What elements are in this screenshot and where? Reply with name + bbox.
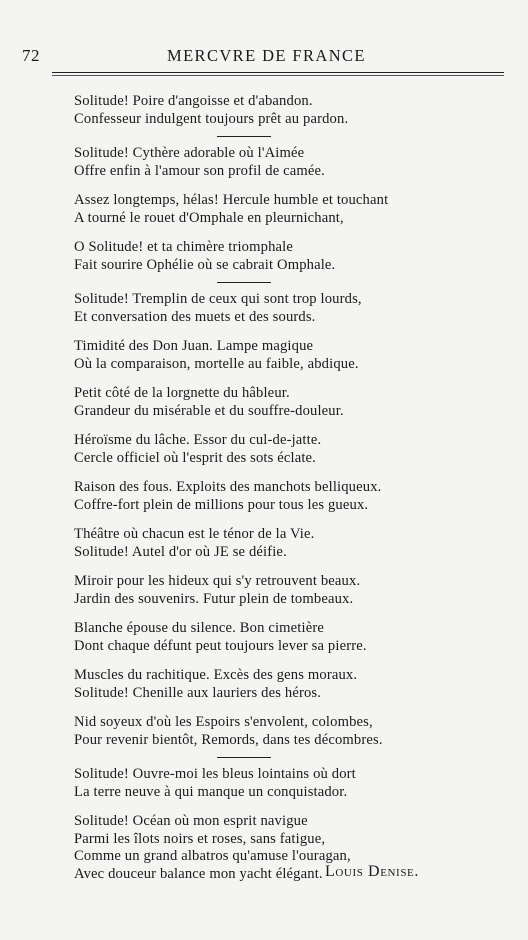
stanza: [74, 766, 484, 801]
stanza: [74, 479, 484, 514]
section-separator: [217, 757, 271, 766]
verse-line: Timidité des Don Juan. Lampe magique: [74, 338, 314, 354]
stanza: [74, 192, 484, 227]
verse-line: Solitude! Autel d'or où JE se déifie.: [74, 543, 287, 560]
stanza: [74, 526, 484, 561]
verse-line: Jardin des souvenirs. Futur plein de tombeaux.: [74, 590, 354, 607]
stanza: [74, 714, 484, 749]
verse-line: Pour revenir bientôt, Remords, dans tes décombres.: [74, 731, 383, 748]
section-separator: [217, 282, 271, 291]
verse-line: Et conversation des muets et des sourds.: [74, 308, 316, 325]
verse-line: Solitude! Océan où mon esprit navigue: [74, 813, 308, 829]
header-rule: [52, 72, 504, 73]
verse-line: Solitude! Tremplin de ceux qui sont trop lourds,: [74, 291, 362, 307]
stanza: [74, 813, 484, 883]
verse-line: Blanche épouse du silence. Bon cimetière: [74, 620, 324, 636]
stanza: [74, 145, 484, 180]
verse-line: Assez longtemps, hélas! Hercule humble et touchant: [74, 192, 389, 208]
verse-line: Avec douceur balance mon yacht élégant.: [74, 865, 323, 882]
verse-line: Théâtre où chacun est le ténor de la Vie.: [74, 526, 315, 542]
verse-line: Nid soyeux d'où les Espoirs s'envolent, colombes,: [74, 714, 373, 730]
verse-line: Héroïsme du lâche. Essor du cul-de-jatte.: [74, 432, 322, 448]
verse-line: Muscles du rachitique. Excès des gens moraux.: [74, 667, 358, 683]
stanza: [74, 239, 484, 274]
verse-line: A tourné le rouet d'Omphale en pleurnichant,: [74, 209, 344, 226]
stanza: [74, 620, 484, 655]
verse-line: Solitude! Ouvre-moi les bleus lointains où dort: [74, 766, 356, 782]
stanza: [74, 93, 484, 128]
stanza: [74, 573, 484, 608]
verse-line: Dont chaque défunt peut toujours lever sa pierre.: [74, 637, 367, 654]
verse-line: Où la comparaison, mortelle au faible, abdique.: [74, 355, 359, 372]
header-rule-thin: [52, 75, 504, 76]
verse-line: Comme un grand albatros qu'amuse l'ouragan,: [74, 848, 351, 864]
stanza: [74, 291, 484, 326]
verse-line: Coffre-fort plein de millions pour tous les gueux.: [74, 496, 369, 513]
verse-line: Petit côté de la lorgnette du hâbleur.: [74, 385, 290, 401]
verse-line: Grandeur du misérable et du souffre-douleur.: [74, 402, 344, 419]
stanza: [74, 667, 484, 702]
poem-body: [74, 93, 484, 887]
verse-line: La terre neuve à qui manque un conquistador.: [74, 783, 348, 800]
verse-line: Solitude! Poire d'angoisse et d'abandon.: [74, 93, 313, 109]
stanza: [74, 385, 484, 420]
page-number: 72: [22, 46, 40, 65]
verse-line: Fait sourire Ophélie où se cabrait Omphale.: [74, 256, 336, 273]
verse-line: Solitude! Cythère adorable où l'Aimée: [74, 145, 305, 161]
verse-line: Raison des fous. Exploits des manchots belliqueux.: [74, 479, 382, 495]
verse-line: O Solitude! et ta chimère triomphale: [74, 239, 293, 255]
running-header: [22, 46, 508, 68]
verse-line: Cercle officiel où l'esprit des sots éclate.: [74, 449, 316, 466]
running-title: MERCVRE DE FRANCE: [167, 46, 366, 65]
stanza: [74, 432, 484, 467]
verse-line: Miroir pour les hideux qui s'y retrouvent beaux.: [74, 573, 361, 589]
author-signature: Louis Denise.: [325, 863, 419, 880]
section-separator: [217, 136, 271, 145]
stanza: [74, 338, 484, 373]
verse-line: Offre enfin à l'amour son profil de camée.: [74, 162, 325, 179]
verse-line: Parmi les îlots noirs et roses, sans fatigue,: [74, 830, 326, 847]
verse-line: Solitude! Chenille aux lauriers des héros.: [74, 684, 322, 701]
verse-line: Confesseur indulgent toujours prêt au pardon.: [74, 110, 349, 127]
